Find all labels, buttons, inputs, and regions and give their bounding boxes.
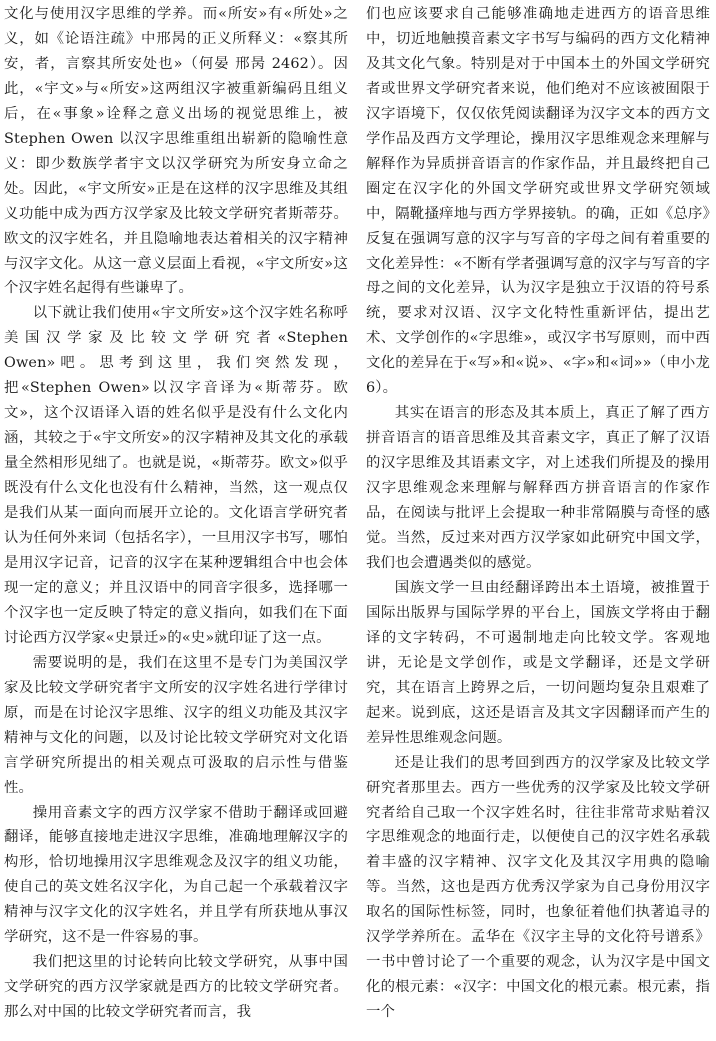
paragraph: 还是让我们的思考回到西方的汉学家及比较文学研究者那里去。西方一些优秀的汉学家及比较文学研究者给自己取一个汉字姓名时，往往非常苛求贴着汉字思维观念的地面行走，以便使自己的汉字姓名承载着丰盛的汉字精神、汉字文化及其汉字用典的隐喻等。当然，这也是西方优秀汉学家为自己身份用汉字取名的国际性标签，同时，也象征着他们执著追寻的汉学学养所在。孟华在《汉字主导的文化符号谱系》一书中曾讨论了一个重要的观念，认为汉字是中国文化的根元素：«汉字：中国文化的根元素。根元素，指一个 xyxy=(366,754,710,1021)
left-column xyxy=(4,2,348,1025)
paragraph: 文化与使用汉字思维的学养。而«所安»有«所处»之义，如《论语注疏》中邢昺的正义所释义：«察其所安，者，言察其所安处也»（何晏 邢昺 2462）。因此，«宇文»与«所安»这两组汉字被重新编码且组义后，在«事象»诠释之意义出场的视觉思维上，被 Stephen Owen 以汉字思维重组出崭新的隐喻性意义：即少数族学者宇文以汉学研究为所安身立命之处。因此，«宇文所安»正是在这样的汉字思维及其组义功能中成为西方汉学家及比较文学研究者斯蒂芬。欧文的汉字姓名，并且隐喻地表达着相关的汉字精神与汉字文化。从这一意义层面上看视，«宇文所安»这个汉字姓名起得有些谦卑了。 xyxy=(4,6,348,297)
paragraph: 其实在语言的形态及其本质上，真正了解了西方拼音语言的语音思维及其音素文字，真正了解了汉语的汉字思维及其语素文字，对上述我们所提及的操用汉字思维观念来理解与解释西方拼音语言的作家作品，在阅读与批评上会提取一种非常隔膜与奇怪的感觉。当然，反过来对西方汉学家如此研究中国文学，我们也会遭遇类似的感觉。 xyxy=(366,405,710,571)
paragraph: 国族文学一旦由经翻译跨出本土语境，被推置于国际出版界与国际学界的平台上，国族文学将由于翻译的文字转码，不可遏制地走向比较文学。客观地讲，无论是文学创作，或是文学翻译，还是文学研究，其在语言上跨界之后，一切问题均复杂且艰难了起来。说到底，这还是语言及其文字因翻译而产生的差异性思维观念问题。 xyxy=(366,579,710,746)
paragraph: 我们把这里的讨论转向比较文学研究，从事中国文学研究的西方汉学家就是西方的比较文学研究者。那么对中国的比较文学研究者而言，我 xyxy=(4,954,348,1021)
paragraph: 需要说明的是，我们在这里不是专门为美国汉学家及比较文学研究者宇文所安的汉字姓名进行学律讨原，而是在讨论汉字思维、汉字的组义功能及其汉字精神与文化的问题，以及讨论比较文学研究对文化语言学研究所提出的相关观点可汲取的启示性与借鉴性。 xyxy=(4,654,348,796)
paragraph: 操用音素文字的西方汉学家不借助于翻译或回避翻译，能够直接地走进汉字思维，准确地理解汉字的构形，恰切地操用汉字思维观念及汉字的组义功能，使自己的英文姓名汉字化，为自己起一个承载着汉字精神与汉字文化的汉字姓名，并且学有所获地从事汉学研究，这不是一件容易的事。 xyxy=(4,804,348,946)
paragraph: 们也应该要求自己能够准确地走进西方的语音思维中，切近地触摸音素文字书写与编码的西方文化精神及其文化气象。特别是对于中国本土的外国文学研究者或世界文学研究者来说，他们绝对不应该被囿限于汉字语境下，仅仅依凭阅读翻译为汉字文本的西方文学作品及西方文学理论，操用汉字思维观念来理解与解释作为异质拼音语言的作家作品，并且最终把自己圈定在汉字化的外国文学研究或世界文学研究领域中，隔靴搔痒地与西方学界接轨。的确，正如《总序》反复在强调写意的汉字与写音的字母之间有着重要的文化差异性：«不断有学者强调写意的汉字与写音的字母之间的文化差异，认为汉字是独立于汉语的符号系统，要求对汉语、汉字文化特性重新评估，提出艺术、文学创作的«字思维»，或汉字书写原则，而中西文化的差异在于«写»和«说»、«字»和«词»»（申小龙 6）。 xyxy=(366,6,710,397)
right-column xyxy=(366,2,710,1025)
paragraph: 以下就让我们使用«宇文所安»这个汉字姓名称呼美国汉学家及比较文学研究者«Stephen Owen»吧。思考到这里，我们突然发现，把«Stephen Owen»以汉字音译为«斯蒂芬。欧文»，这个汉语译入语的姓名似乎是没有什么文化内涵，其较之于«宇文所安»的汉字精神及其文化的承载量全然相形见绌了。也就是说，«斯蒂芬。欧文»似乎既没有什么文化也没有什么精神，当然，这一观点仅是我们从某一面向而展开立论的。文化语言学研究者认为任何外来词（包括名字），一旦用汉字书写，哪怕是用汉字记音，记音的汉字在某种逻辑组合中也会体现一定的意义；并且汉语中的同音字很多，选择哪一个汉字也一定反映了特定的意义指向，如我们在下面讨论西方汉学家«史景迁»的«史»就印证了这一点。 xyxy=(4,305,348,646)
